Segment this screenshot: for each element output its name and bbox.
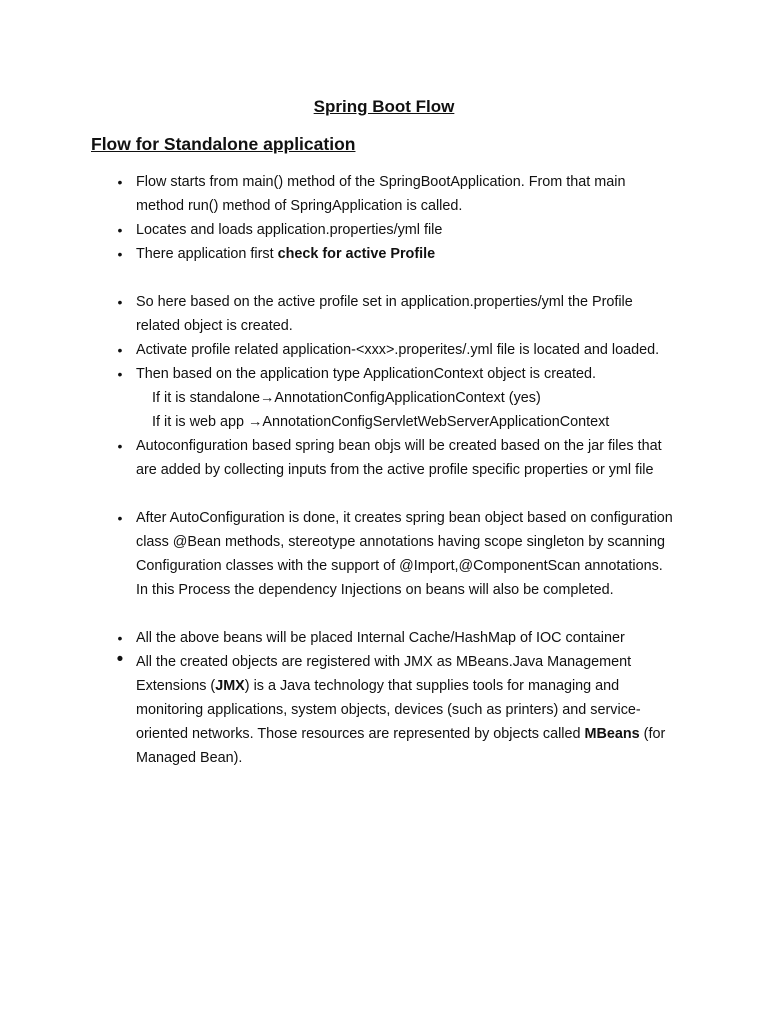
list-item-text: Locates and loads application.properties/yml file [136, 222, 443, 238]
sub-line-standalone [136, 386, 676, 410]
list-item-text [136, 242, 676, 266]
list-item-locate-properties [0, 218, 768, 242]
list-item-text: So here based on the active profile set in application.properties/yml the Profile related object is created. [136, 294, 633, 334]
bullet-icon: • [117, 294, 123, 310]
text-run: AnnotationConfigServletWebServerApplicationContext [262, 414, 610, 430]
text-run: If it is web app [152, 414, 248, 430]
text-run: ) is a Java technology that supplies tools for managing and monitoring applications, system objects, devices (such as printers) and service-oriented networks. Those resources are represented by objects called [136, 678, 641, 742]
bullet-list [0, 170, 768, 770]
spacer [0, 602, 768, 626]
spacer [0, 266, 768, 290]
list-item-text [136, 650, 676, 770]
bullet-icon: • [116, 649, 124, 670]
list-item-main-method [0, 170, 768, 218]
document-title: Spring Boot Flow [313, 97, 455, 116]
text-run: If it is standalone [152, 390, 260, 406]
list-item-text: Then based on the application type ApplicationContext object is created. [136, 366, 597, 382]
text-run: All the created objects are registered with JMX as MBeans.Java Management Extensions ( [136, 654, 632, 694]
bold-text: check for active Profile [277, 246, 436, 262]
text-run: (for Managed Bean). [136, 726, 666, 766]
list-item-profile-object [0, 290, 768, 338]
text-run: AnnotationConfigApplicationContext (yes) [274, 390, 541, 406]
bullet-icon: • [117, 438, 123, 454]
bullet-icon: • [117, 630, 123, 646]
list-item-text: Autoconfiguration based spring bean objs will be created based on the jar files that are added by collecting inputs from the active profile specific properties or yml file [136, 438, 662, 478]
bullet-icon: • [117, 246, 123, 262]
list-item-text: All the above beans will be placed Internal Cache/HashMap of IOC container [136, 630, 625, 646]
list-item-text: Flow starts from main() method of the SpringBootApplication. From that main method run() method of SpringApplication is called. [136, 174, 626, 214]
list-item-ioc-container [0, 626, 768, 650]
bullet-icon: • [117, 174, 123, 190]
list-item-active-profile [0, 242, 768, 266]
bold-text: JMX [215, 678, 245, 694]
sub-line-web-app [136, 410, 676, 434]
section-heading: Flow for Standalone application [91, 134, 356, 154]
arrow-right-icon: → [260, 390, 275, 406]
list-item-application-context [0, 362, 768, 434]
text-run: There application first [136, 246, 278, 262]
arrow-right-icon: → [248, 414, 263, 430]
bullet-icon: • [117, 366, 123, 382]
list-item-autoconfiguration [0, 434, 768, 482]
bullet-icon: • [117, 222, 123, 238]
bold-text: MBeans [584, 726, 640, 742]
bullet-icon: • [117, 510, 123, 526]
spacer [0, 482, 768, 506]
list-item-text: Activate profile related application-<xxx>.properites/.yml file is located and loaded. [136, 342, 660, 358]
bullet-icon: • [117, 342, 123, 358]
list-item-text: After AutoConfiguration is done, it creates spring bean object based on configuration class @Bean methods, stereotype annotations having scope singleton by scanning Configuration classes with the support of @Import,@ComponentScan annotations. In this Process the dependency Injections on beans will also be completed. [136, 510, 673, 598]
list-item-bean-creation [0, 506, 768, 602]
list-item-activate-profile [0, 338, 768, 362]
list-item-jmx [0, 650, 768, 770]
